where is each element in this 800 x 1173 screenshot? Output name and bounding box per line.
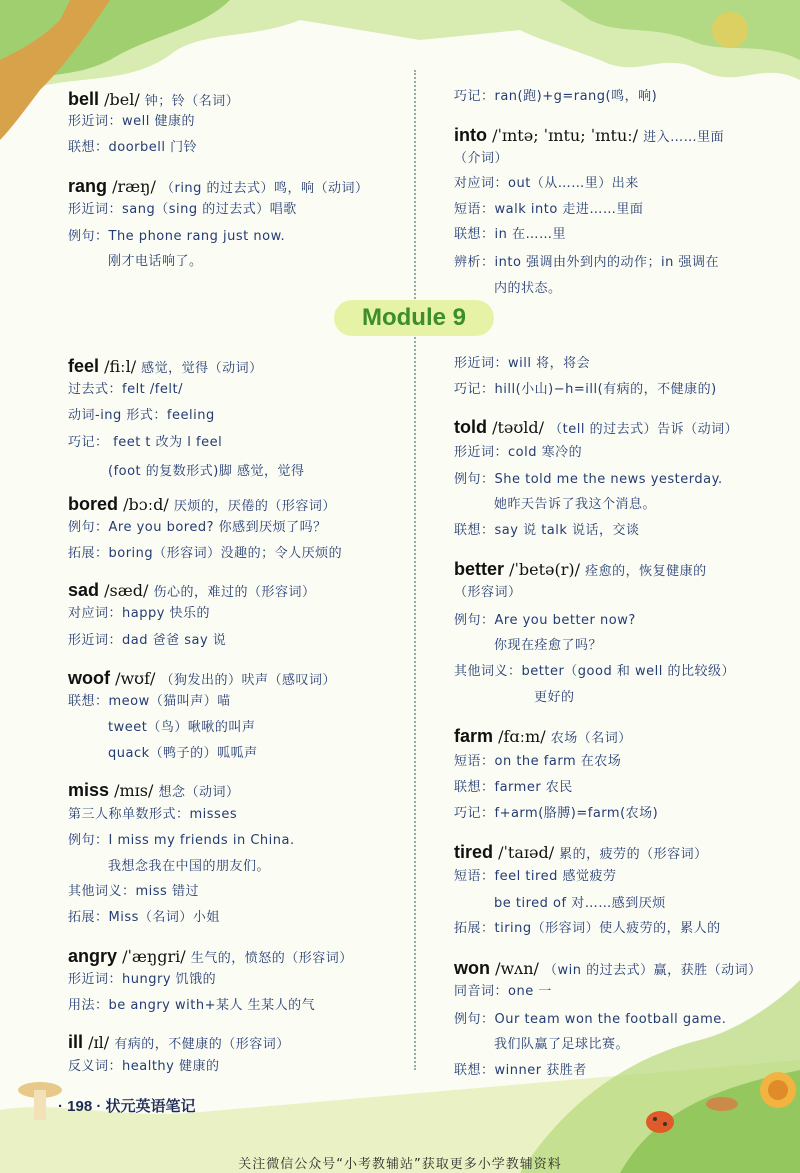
vocab-note: 短语：on the farm 在农场	[454, 754, 622, 769]
vocab-note: 我想念我在中国的朋友们。	[108, 859, 271, 874]
vocab-note: 刚才电话响了。	[108, 254, 203, 269]
vocab-note: (foot 的复数形式)脚 感觉，觉得	[108, 464, 305, 479]
vocab-note: 动词-ing 形式：feeling	[68, 408, 215, 423]
vocab-headword: ill /ɪl/ 有病的，不健康的（形容词）	[68, 1032, 290, 1052]
vocab-note: 联想：say 说 talk 说话，交谈	[454, 523, 640, 538]
vocab-note: 例句：I miss my friends in China.	[68, 833, 295, 848]
vocab-note: 形近词：well 健康的	[68, 114, 195, 129]
vocab-note: 对应词：happy 快乐的	[68, 606, 211, 621]
vocab-headword: tired /ˈtaɪəd/ 累的，疲劳的（形容词）	[454, 842, 708, 862]
vocab-note: 你现在痊愈了吗？	[494, 638, 603, 653]
vocab-note: 用法：be angry with+某人 生某人的气	[68, 998, 316, 1013]
vocab-note: （形容词）	[454, 585, 522, 600]
vocab-note: 辨析：into 强调由外到内的动作；in 强调在	[454, 255, 720, 270]
vocab-note: 联想：in 在……里	[454, 227, 566, 242]
vocab-note: 其他词义：better（good 和 well 的比较级）	[454, 664, 735, 679]
vocab-note: 例句：Are you bored? 你感到厌烦了吗？	[68, 520, 327, 535]
column-divider	[414, 70, 416, 1070]
vocab-note: 拓展：boring（形容词）没趣的；令人厌烦的	[68, 546, 343, 561]
vocab-note: 例句：Our team won the football game.	[454, 1012, 727, 1027]
vocab-note: 巧记：hill(小山)−h=ill(有病的，不健康的)	[454, 382, 717, 397]
vocab-note: 短语：feel tired 感觉疲劳	[454, 869, 617, 884]
vocab-note: 联想：meow（猫叫声）喵	[68, 694, 231, 709]
vocab-note: 同音词：one 一	[454, 984, 552, 999]
vocab-note: 过去式：felt /felt/	[68, 382, 183, 397]
vocab-note: 例句：She told me the news yesterday.	[454, 472, 723, 487]
vocab-note: tweet（鸟）啾啾的叫声	[108, 720, 256, 735]
vocab-note: 巧记：f+arm(胳膊)=farm(农场)	[454, 806, 659, 821]
vocab-headword: better /ˈbetə(r)/ 痊愈的，恢复健康的	[454, 559, 707, 579]
vocab-note: 拓展：Miss（名词）小姐	[68, 910, 220, 925]
vocab-note: 形近词：hungry 饥饿的	[68, 972, 217, 987]
vocab-headword: bell /bel/ 钟；铃（名词）	[68, 89, 240, 109]
vocab-note: 巧记：ran(跑)+g=rang(鸣，响)	[454, 89, 658, 104]
vocab-headword: won /wʌn/ （win 的过去式）赢，获胜（动词）	[454, 958, 762, 978]
vocab-note: 更好的	[534, 690, 575, 705]
vocab-note: （介词）	[454, 151, 509, 166]
vocab-headword: miss /mɪs/ 想念（动词）	[68, 780, 240, 800]
vocab-note: 她昨天告诉了我这个消息。	[494, 497, 657, 512]
vocab-note: 联想：winner 获胜者	[454, 1063, 587, 1078]
vocab-headword: rang /ræŋ/ （ring 的过去式）鸣，响（动词）	[68, 176, 369, 196]
vocab-headword: feel /fiːl/ 感觉，觉得（动词）	[68, 356, 263, 376]
vocab-note: 例句：The phone rang just now.	[68, 229, 286, 244]
module-title: Module 9	[334, 300, 494, 336]
vocab-note: 形近词：dad 爸爸 say 说	[68, 633, 227, 648]
page-number-footer: · 198 · 状元英语笔记	[58, 1098, 196, 1115]
vocab-headword: woof /wʊf/ （狗发出的）吠声（感叹词）	[68, 668, 337, 688]
vocab-note: 对应词：out（从……里）出来	[454, 176, 639, 191]
vocab-note: 内的状态。	[494, 281, 562, 296]
vocab-headword: angry /ˈæŋgri/ 生气的，愤怒的（形容词）	[68, 946, 353, 966]
vocab-note: 形近词：will 将，将会	[454, 356, 591, 371]
vocab-note: quack（鸭子的）呱呱声	[108, 746, 258, 761]
vocab-headword: farm /fɑːm/ 农场（名词）	[454, 726, 632, 746]
vocab-headword: sad /sæd/ 伤心的，难过的（形容词）	[68, 580, 316, 600]
vocab-headword: told /təʊld/ （tell 的过去式）告诉（动词）	[454, 417, 739, 437]
vocab-note: 我们队赢了足球比赛。	[494, 1037, 630, 1052]
vocab-note: 其他词义：miss 错过	[68, 884, 199, 899]
vocab-note: 第三人称单数形式：misses	[68, 807, 238, 822]
vocab-note: 例句：Are you better now?	[454, 613, 636, 628]
vocab-note: 形近词：sang（sing 的过去式）唱歌	[68, 202, 297, 217]
vocab-note: 形近词：cold 寒冷的	[454, 445, 583, 460]
vocab-note: 巧记： feet t 改为 l feel	[68, 435, 223, 450]
vocab-note: be tired of 对……感到厌烦	[494, 896, 666, 911]
vocab-headword: bored /bɔːd/ 厌烦的，厌倦的（形容词）	[68, 494, 336, 514]
vocab-note: 联想：farmer 农民	[454, 780, 573, 795]
vocab-note: 联想：doorbell 门铃	[68, 140, 198, 155]
vocab-note: 反义词：healthy 健康的	[68, 1059, 220, 1074]
vocab-headword: into /ˈɪntə; ˈɪntu; ˈɪntuː/ 进入……里面	[454, 125, 725, 145]
vocab-note: 拓展：tiring（形容词）使人疲劳的，累人的	[454, 921, 721, 936]
vocab-note: 短语：walk into 走进……里面	[454, 202, 644, 217]
wechat-notice: 关注微信公众号“小考教辅站”获取更多小学教辅资料	[238, 1157, 562, 1172]
